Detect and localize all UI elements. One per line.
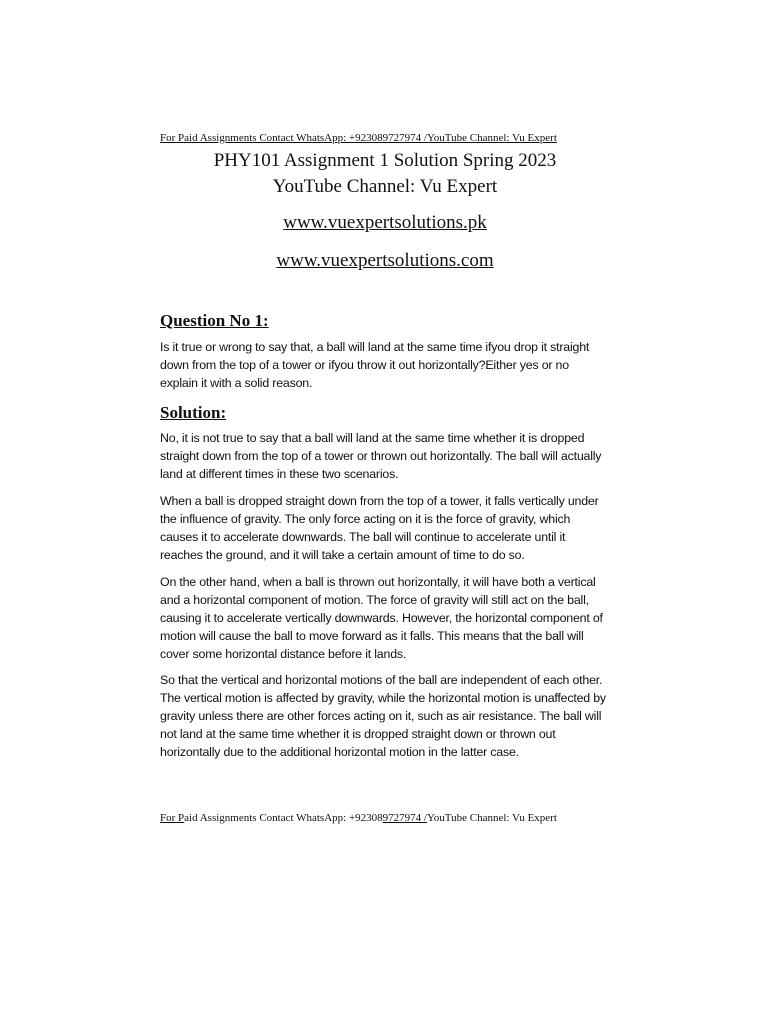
footer-note-part: aid Assignments Contact WhatsApp: +92308 (184, 812, 383, 824)
question-text: Is it true or wrong to say that, a ball will land at the same time ifyou drop it straight down from the top of a tower or ifyou throw it out horizontally?Either yes or no explain it with a solid reason. (160, 340, 590, 390)
title-line-assignment: PHY101 Assignment 1 Solution Spring 2023 (213, 150, 557, 171)
title-line-channel: YouTube Channel: Vu Expert (272, 176, 498, 197)
question-heading: Question No 1: (160, 311, 269, 330)
solution-paragraph: So that the vertical and horizontal motions of the ball are independent of each other. The vertical motion is affected by gravity, while the horizontal motion is unaffected by gravity unless there are other forces acting on it, such as air resistance. The ball will not land at the same time whether it is dropped straight down or thrown out horizontally due to the additional horizontal motion in the latter case. (160, 673, 606, 759)
solution-heading: Solution: (160, 403, 227, 422)
footer-note-part: YouTube Channel: Vu Expert (426, 812, 557, 824)
header-contact-note: For Paid Assignments Contact WhatsApp: +923089727974 /YouTube Channel: Vu Expert (160, 132, 557, 144)
footer-contact-note (160, 811, 620, 825)
website-link-pk[interactable]: www.vuexpertsolutions.pk (283, 212, 487, 233)
solution-paragraph: When a ball is dropped straight down from the top of a tower, it falls vertically under the influence of gravity. The only force acting on it is the force of gravity, which causes it to accelerate downwards. The ball will continue to accelerate until it reaches the ground, and it will take a certain amount of time to do so. (160, 494, 599, 562)
website-link-com[interactable]: www.vuexpertsolutions.com (276, 250, 494, 271)
document-title (160, 148, 610, 200)
footer-note-part: For P (160, 812, 185, 824)
solution-paragraph: On the other hand, when a ball is thrown out horizontally, it will have both a vertical and a horizontal component of motion. The force of gravity will still act on the ball, causing it to accelerate vertically downwards. However, the horizontal component of motion will cause the ball to move forward as it falls. This means that the ball will cover some horizontal distance before it lands. (160, 575, 603, 661)
footer-note-part: 9727974 / (382, 812, 427, 824)
solution-paragraph: No, it is not true to say that a ball will land at the same time whether it is dropped straight down from the top of a tower or thrown out horizontally. The ball will actually land at different times in these two scenarios. (160, 431, 602, 481)
